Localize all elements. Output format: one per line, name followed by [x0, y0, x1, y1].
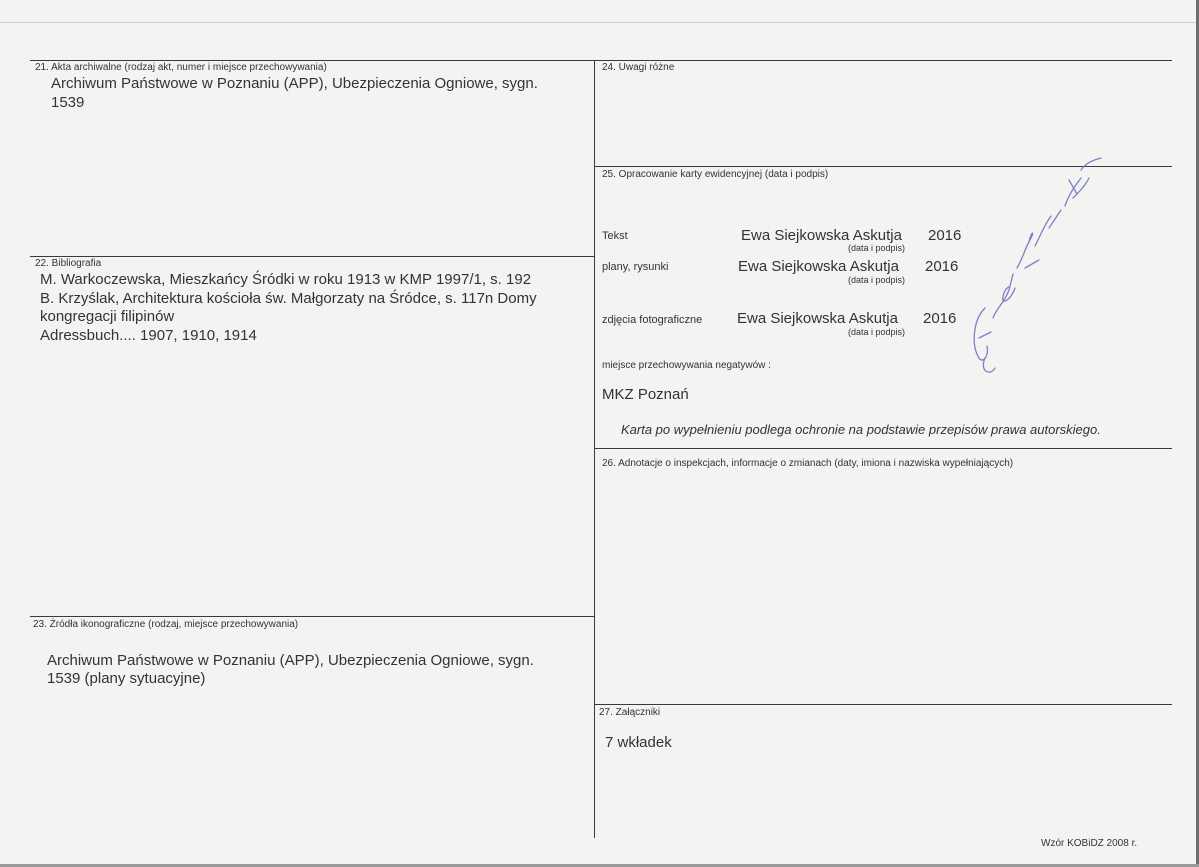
row-name-zdjecia: Ewa Siejkowska Askutja — [737, 310, 898, 327]
copyright-note: Karta po wypełnieniu podlega ochronie na podstawie przepisów prawa autorskiego. — [621, 422, 1101, 437]
scan-top-edge — [0, 22, 1199, 23]
field-21-line2: 1539 — [51, 94, 85, 111]
row-label-tekst: Tekst — [602, 230, 628, 242]
row-year-zdjecia: 2016 — [923, 310, 957, 327]
field-23-line1: Archiwum Państwowe w Poznaniu (APP), Ubezpieczenia Ogniowe, sygn. — [47, 652, 534, 669]
field-24-label: 24. Uwagi różne — [602, 62, 675, 73]
field-27-label: 27. Załączniki — [599, 707, 661, 718]
bibliography-line: kongregacji filipinów — [40, 308, 175, 325]
handwritten-signature — [965, 150, 1105, 380]
row-note-plany: (data i podpis) — [848, 275, 906, 285]
rule-26 — [594, 448, 1172, 449]
field-23-line2: 1539 (plany sytuacyjne) — [47, 670, 206, 687]
field-26-label: 26. Adnotacje o inspekcjach, informacje o zmianach (daty, imiona i nazwiska wypełniających) — [602, 458, 1014, 469]
row-year-tekst: 2016 — [928, 227, 962, 244]
field-23-label: 23. Źródła ikonograficzne (rodzaj, miejsce przechowywania) — [33, 619, 299, 630]
negatives-value: MKZ Poznań — [602, 386, 689, 403]
rule-23 — [30, 616, 594, 617]
rule-22 — [30, 256, 594, 257]
row-name-tekst: Ewa Siejkowska Askutja — [741, 227, 902, 244]
field-21-label: 21. Akta archiwalne (rodzaj akt, numer i miejsce przechowywania) — [35, 62, 327, 73]
row-label-zdjecia: zdjęcia fotograficzne — [602, 314, 703, 326]
top-rule — [30, 60, 1172, 61]
row-year-plany: 2016 — [925, 258, 959, 275]
template-note: Wzór KOBiDZ 2008 r. — [1041, 838, 1138, 849]
row-note-zdjecia: (data i podpis) — [848, 327, 906, 337]
attachments-value: 7 wkładek — [605, 734, 672, 751]
field-22-label: 22. Bibliografia — [35, 258, 102, 269]
negatives-label: miejsce przechowywania negatywów : — [602, 360, 771, 371]
center-divider — [594, 60, 595, 838]
bibliography-line: B. Krzyślak, Architektura kościoła św. Małgorzaty na Śródce, s. 117n Domy — [40, 290, 537, 307]
row-label-plany: plany, rysunki — [602, 261, 669, 273]
row-note-tekst: (data i podpis) — [848, 243, 906, 253]
field-21-line1: Archiwum Państwowe w Poznaniu (APP), Ubezpieczenia Ogniowe, sygn. — [51, 75, 538, 92]
rule-27 — [594, 704, 1172, 705]
bibliography-line: M. Warkoczewska, Mieszkańcy Śródki w roku 1913 w KMP 1997/1, s. 192 — [40, 271, 532, 288]
field-25-label: 25. Opracowanie karty ewidencyjnej (data i podpis) — [602, 169, 829, 180]
row-name-plany: Ewa Siejkowska Askutja — [738, 258, 899, 275]
bibliography-line: Adressbuch.... 1907, 1910, 1914 — [40, 327, 257, 344]
